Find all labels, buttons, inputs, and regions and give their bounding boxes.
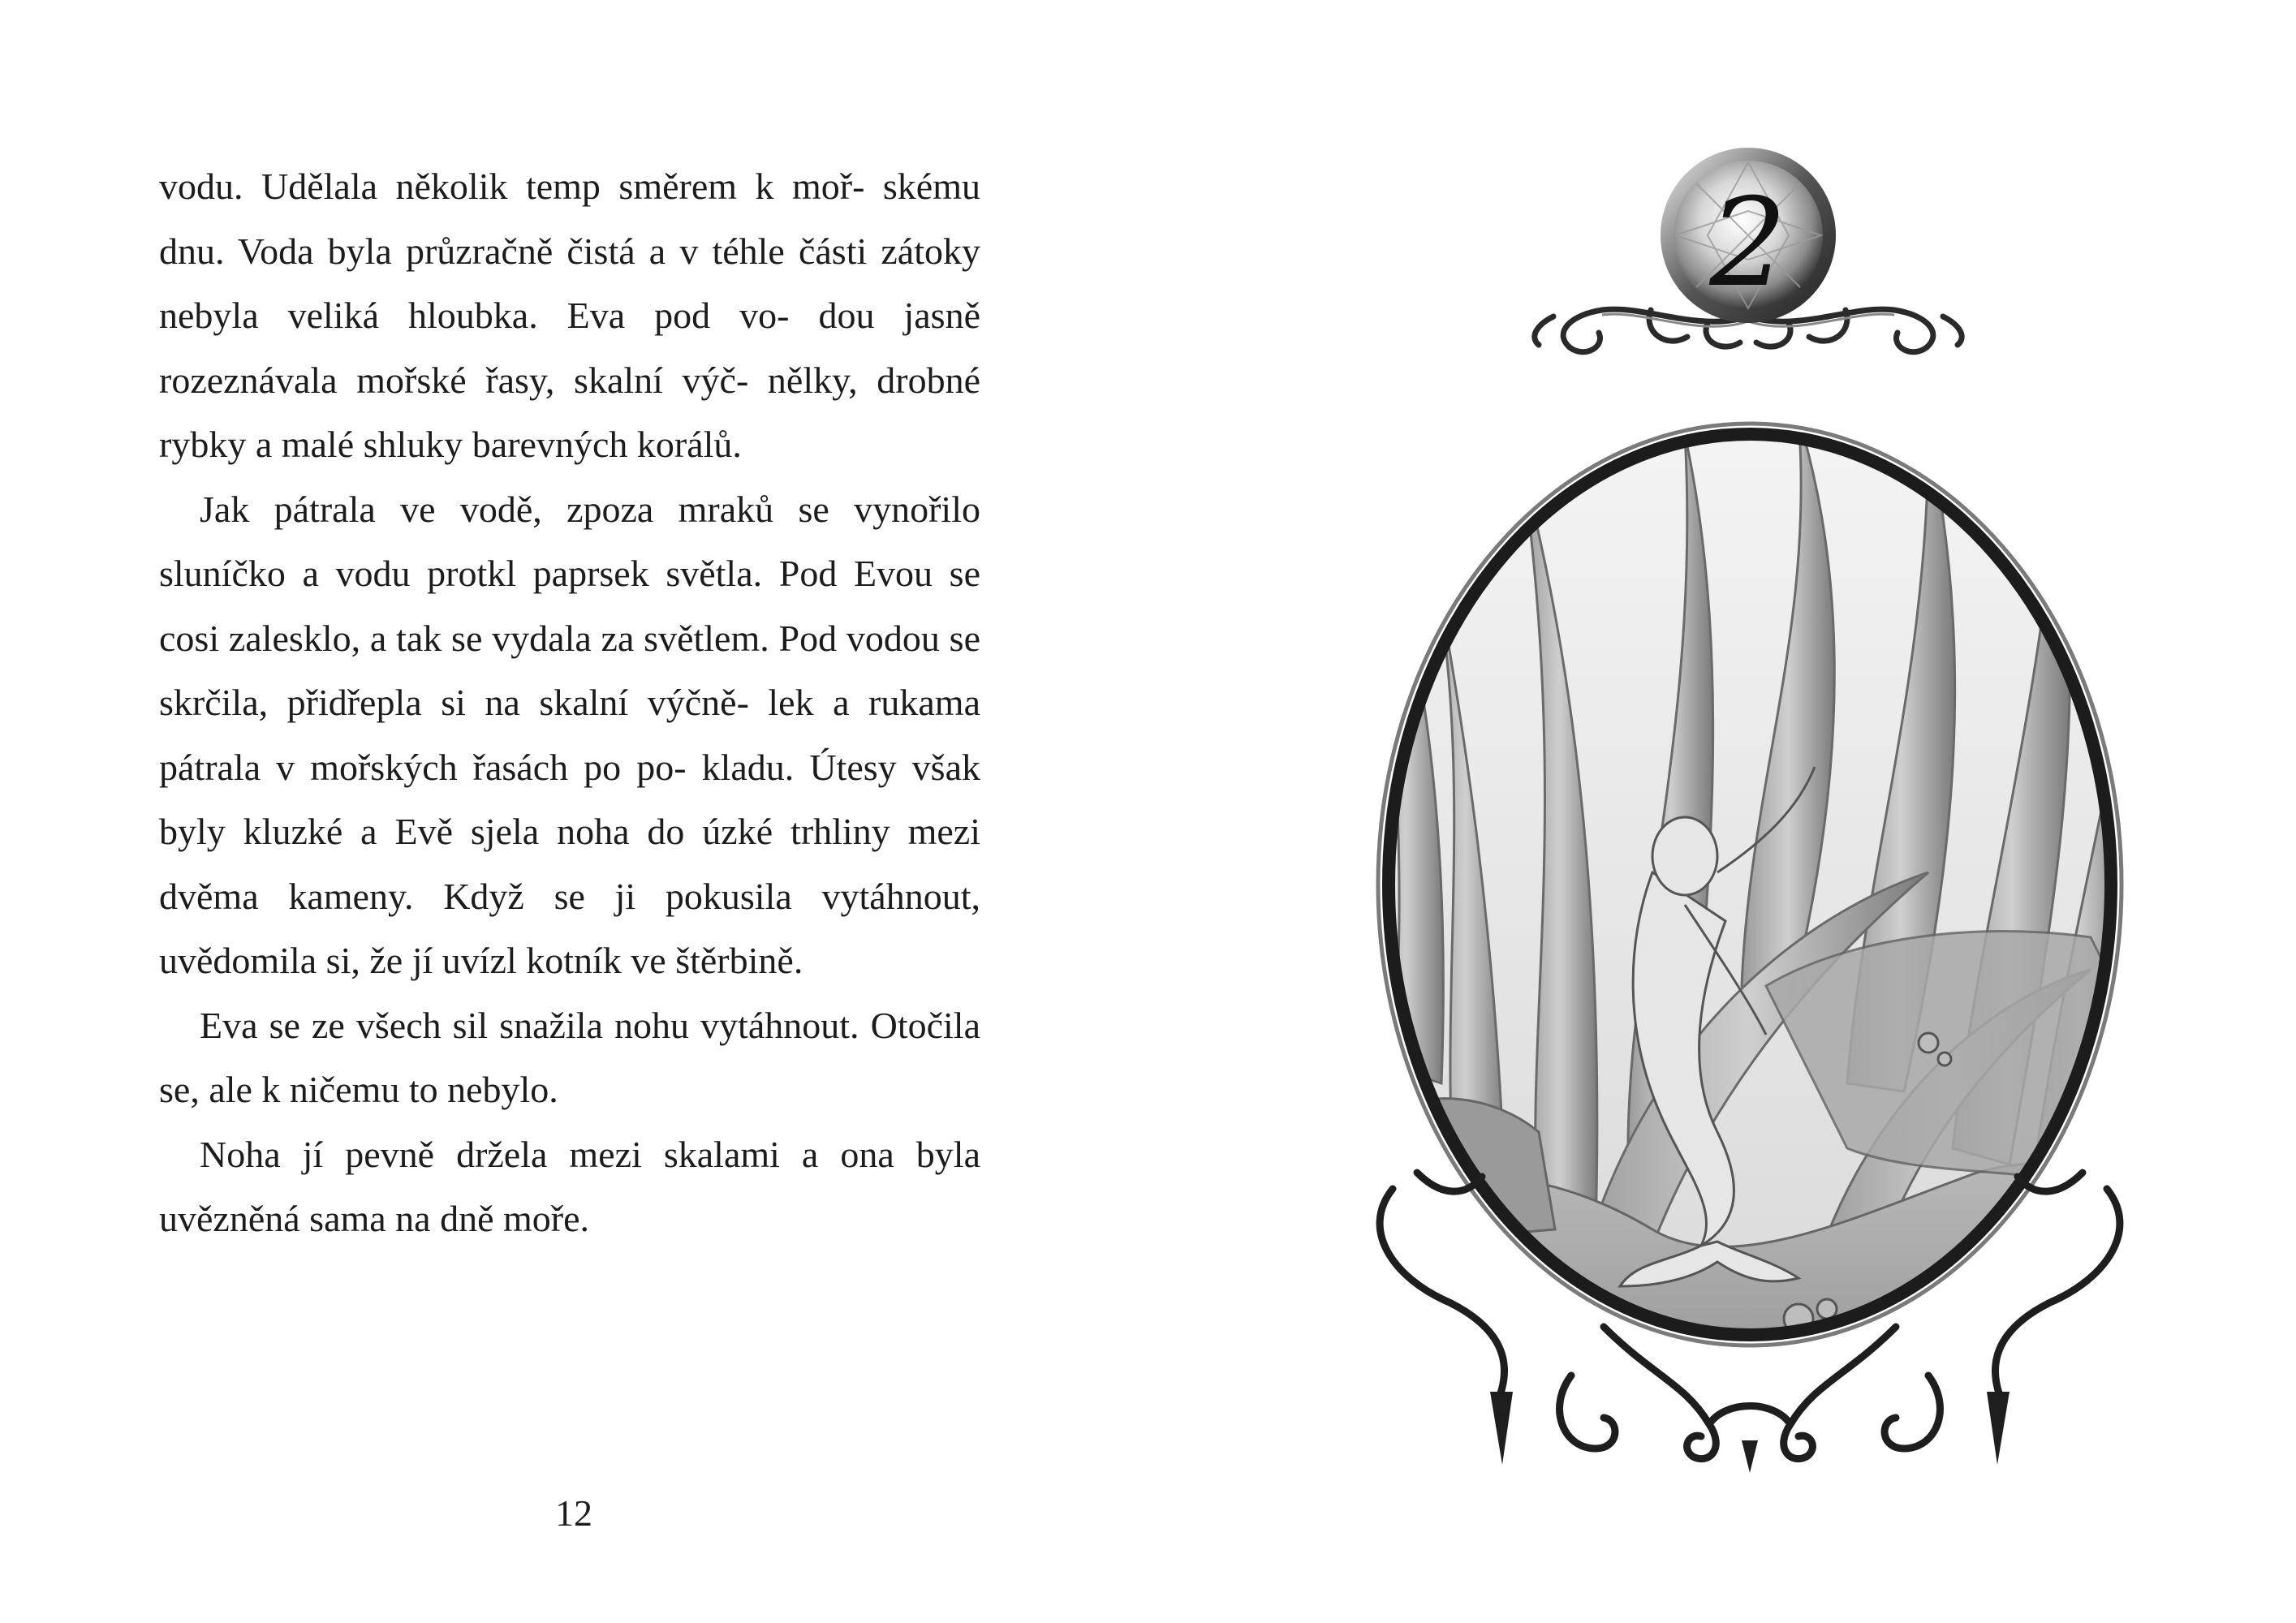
right-page xyxy=(1148,0,2296,1623)
paragraph-2: Jak pátrala ve vodě, zpoza mraků se vynořilo sluníčko a vodu protkl paprsek světla. Pod Evou se cosi zalesklo, a tak se vydala za světlem. Pod vodou se skrčila, přidřepla si na skalní výčně- lek a rukama pátrala v mořských řasách po po- kladu. Útesy však byly kluzké a Evě sjela noha do úzké trhliny mezi dvěma kameny. Když se ji pokusila vytáhnout, uvědomila si, že jí uvízl kotník ve štěrbině. xyxy=(159,488,980,981)
chapter-illustration xyxy=(1360,418,2139,1473)
body-text xyxy=(159,154,980,1251)
mermaid-kelp-mirror-illustration-icon xyxy=(1360,418,2139,1473)
page-number: 12 xyxy=(555,1492,592,1534)
chapter-number: 2 xyxy=(1709,173,1787,314)
paragraph-3: Eva se ze všech sil snažila nohu vytáhnout. Otočila se, ale k ničemu to nebylo. xyxy=(159,1004,980,1110)
chapter-emblem xyxy=(1505,130,1992,373)
paragraph-4: Noha jí pevně držela mezi skalami a ona byla uvězněná sama na dně moře. xyxy=(159,1133,980,1239)
paragraph-1: vodu. Udělala několik temp směrem k moř- skému dnu. Voda byla průzračně čistá a v téhle části zátoky nebyla veliká hloubka. Eva pod vo- dou jasně rozeznávala mořské řasy, skalní výč- nělky, drobné rybky a malé shluky barevných korálů. xyxy=(159,166,980,465)
